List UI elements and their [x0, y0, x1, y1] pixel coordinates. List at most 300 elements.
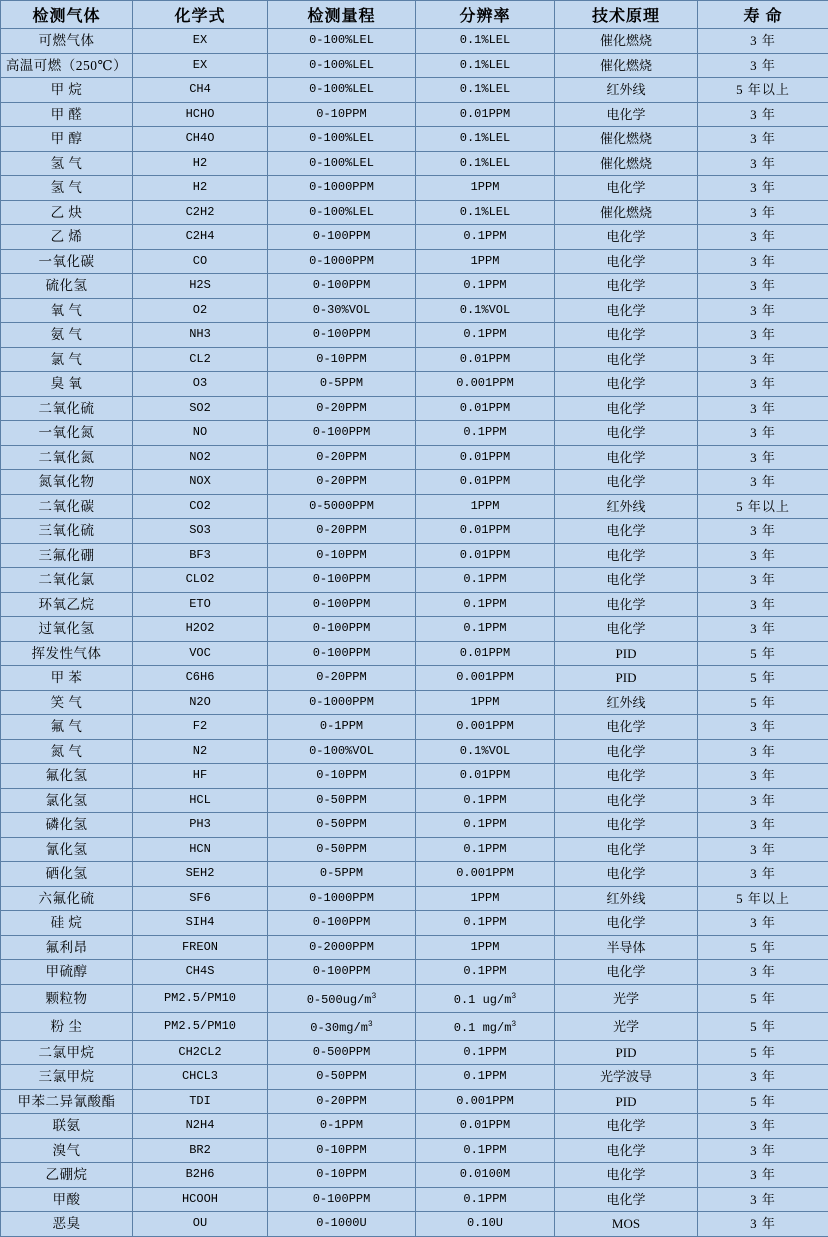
cell-detection-range: 0-50PPM	[268, 837, 416, 862]
cell-technology: 电化学	[555, 274, 698, 299]
cell-gas-name: 臭 氧	[1, 372, 133, 397]
table-row	[1, 470, 828, 495]
cell-detection-range: 0-100%LEL	[268, 127, 416, 152]
cell-gas-name: 甲 醇	[1, 127, 133, 152]
cell-lifetime: 5 年	[698, 690, 828, 715]
cell-chemical-formula: N2O	[133, 690, 268, 715]
cell-technology: 电化学	[555, 176, 698, 201]
cell-lifetime: 3 年	[698, 1114, 828, 1139]
cell-lifetime: 5 年	[698, 666, 828, 691]
cell-chemical-formula: CO2	[133, 494, 268, 519]
cell-chemical-formula: BR2	[133, 1138, 268, 1163]
cell-detection-range: 0-20PPM	[268, 470, 416, 495]
cell-lifetime: 3 年	[698, 421, 828, 446]
cell-gas-name: 恶臭	[1, 1212, 133, 1237]
cell-technology: 电化学	[555, 1138, 698, 1163]
cell-lifetime: 5 年以上	[698, 78, 828, 103]
cell-resolution: 0.001PPM	[416, 666, 555, 691]
cell-technology: 电化学	[555, 960, 698, 985]
cell-chemical-formula: CO	[133, 249, 268, 274]
cell-technology: 电化学	[555, 1114, 698, 1139]
cell-gas-name: 一氧化碳	[1, 249, 133, 274]
cell-resolution: 0.1%LEL	[416, 127, 555, 152]
cell-gas-name: 可燃气体	[1, 29, 133, 54]
cell-resolution: 0.1 $mg/m^3$	[416, 1012, 555, 1040]
cell-resolution: 0.001PPM	[416, 715, 555, 740]
table-row	[1, 1163, 828, 1188]
cell-detection-range: 0-10PPM	[268, 1163, 416, 1188]
cell-detection-range: 0-20PPM	[268, 445, 416, 470]
cell-lifetime: 3 年	[698, 323, 828, 348]
cell-lifetime: 5 年	[698, 641, 828, 666]
cell-detection-range: 0-100PPM	[268, 960, 416, 985]
cell-detection-range: 0-100PPM	[268, 274, 416, 299]
cell-technology: 电化学	[555, 225, 698, 250]
cell-technology: 催化燃烧	[555, 200, 698, 225]
cell-resolution: 0.01PPM	[416, 1114, 555, 1139]
cell-resolution: 0.001PPM	[416, 862, 555, 887]
cell-gas-name: 笑 气	[1, 690, 133, 715]
table-row	[1, 592, 828, 617]
cell-detection-range: 0-1000U	[268, 1212, 416, 1237]
cell-technology: 电化学	[555, 911, 698, 936]
cell-chemical-formula: OU	[133, 1212, 268, 1237]
cell-lifetime: 3 年	[698, 176, 828, 201]
cell-gas-name: 二氧化氯	[1, 568, 133, 593]
cell-technology: 电化学	[555, 347, 698, 372]
cell-lifetime: 3 年	[698, 372, 828, 397]
table-row	[1, 935, 828, 960]
cell-resolution: 0.1 $ug/m^3$	[416, 984, 555, 1012]
table-row	[1, 519, 828, 544]
cell-gas-name: 甲酸	[1, 1187, 133, 1212]
cell-technology: 红外线	[555, 690, 698, 715]
table-row	[1, 494, 828, 519]
cell-resolution: 1PPM	[416, 935, 555, 960]
cell-chemical-formula: EX	[133, 29, 268, 54]
table-row	[1, 764, 828, 789]
header-detection-range: 检测量程	[268, 1, 416, 29]
cell-lifetime: 3 年	[698, 543, 828, 568]
cell-technology: 电化学	[555, 764, 698, 789]
table-row	[1, 347, 828, 372]
cell-chemical-formula: H2	[133, 151, 268, 176]
cell-lifetime: 3 年	[698, 274, 828, 299]
cell-detection-range: 0-100PPM	[268, 568, 416, 593]
cell-lifetime: 5 年	[698, 935, 828, 960]
cell-lifetime: 3 年	[698, 1138, 828, 1163]
cell-gas-name: 粉 尘	[1, 1012, 133, 1040]
cell-lifetime: 3 年	[698, 225, 828, 250]
table-row	[1, 29, 828, 54]
cell-resolution: 0.01PPM	[416, 102, 555, 127]
cell-resolution: 0.1PPM	[416, 788, 555, 813]
cell-gas-name: 氢 气	[1, 176, 133, 201]
cell-chemical-formula: HF	[133, 764, 268, 789]
table-row	[1, 886, 828, 911]
cell-detection-range: $0-500ug/m^3$	[268, 984, 416, 1012]
cell-resolution: 0.1%VOL	[416, 739, 555, 764]
cell-lifetime: 3 年	[698, 347, 828, 372]
cell-detection-range: 0-20PPM	[268, 1089, 416, 1114]
cell-chemical-formula: BF3	[133, 543, 268, 568]
cell-detection-range: 0-1PPM	[268, 1114, 416, 1139]
cell-lifetime: 3 年	[698, 1212, 828, 1237]
cell-technology: 电化学	[555, 470, 698, 495]
cell-chemical-formula: PM2.5/PM10	[133, 984, 268, 1012]
cell-lifetime: 3 年	[698, 1187, 828, 1212]
cell-detection-range: 0-10PPM	[268, 543, 416, 568]
cell-lifetime: 3 年	[698, 764, 828, 789]
table-row	[1, 813, 828, 838]
cell-gas-name: 环氧乙烷	[1, 592, 133, 617]
cell-detection-range: 0-50PPM	[268, 813, 416, 838]
cell-technology: 半导体	[555, 935, 698, 960]
cell-chemical-formula: HCOOH	[133, 1187, 268, 1212]
cell-resolution: 1PPM	[416, 249, 555, 274]
cell-chemical-formula: EX	[133, 53, 268, 78]
cell-detection-range: 0-1000PPM	[268, 690, 416, 715]
table-row	[1, 1138, 828, 1163]
cell-chemical-formula: CH4O	[133, 127, 268, 152]
cell-technology: 催化燃烧	[555, 151, 698, 176]
cell-resolution: 0.1PPM	[416, 274, 555, 299]
cell-resolution: 0.1PPM	[416, 1065, 555, 1090]
cell-chemical-formula: H2S	[133, 274, 268, 299]
table-row	[1, 666, 828, 691]
cell-gas-name: 氯 气	[1, 347, 133, 372]
cell-chemical-formula: F2	[133, 715, 268, 740]
cell-chemical-formula: PM2.5/PM10	[133, 1012, 268, 1040]
cell-lifetime: 3 年	[698, 151, 828, 176]
cell-detection-range: 0-1000PPM	[268, 886, 416, 911]
cell-technology: PID	[555, 1089, 698, 1114]
table-row	[1, 298, 828, 323]
cell-chemical-formula: CL2	[133, 347, 268, 372]
cell-technology: 催化燃烧	[555, 127, 698, 152]
cell-resolution: 1PPM	[416, 886, 555, 911]
cell-resolution: 0.1%LEL	[416, 29, 555, 54]
cell-chemical-formula: SIH4	[133, 911, 268, 936]
cell-chemical-formula: CH4	[133, 78, 268, 103]
table-row	[1, 274, 828, 299]
cell-lifetime: 3 年	[698, 739, 828, 764]
cell-resolution: 0.10U	[416, 1212, 555, 1237]
table-row	[1, 372, 828, 397]
cell-gas-name: 溴气	[1, 1138, 133, 1163]
table-row	[1, 421, 828, 446]
table-row	[1, 225, 828, 250]
cell-resolution: 0.1PPM	[416, 225, 555, 250]
cell-detection-range: 0-30%VOL	[268, 298, 416, 323]
cell-gas-name: 二氯甲烷	[1, 1040, 133, 1065]
cell-resolution: 0.1PPM	[416, 911, 555, 936]
table-row	[1, 911, 828, 936]
cell-resolution: 0.1PPM	[416, 592, 555, 617]
cell-gas-name: 氧 气	[1, 298, 133, 323]
cell-resolution: 1PPM	[416, 690, 555, 715]
cell-resolution: 0.1PPM	[416, 617, 555, 642]
cell-resolution: 0.1PPM	[416, 837, 555, 862]
cell-gas-name: 氟 气	[1, 715, 133, 740]
cell-technology: 电化学	[555, 1187, 698, 1212]
table-row	[1, 788, 828, 813]
cell-resolution: 0.01PPM	[416, 470, 555, 495]
table-row	[1, 568, 828, 593]
cell-chemical-formula: HCHO	[133, 102, 268, 127]
cell-lifetime: 3 年	[698, 200, 828, 225]
cell-lifetime: 5 年	[698, 984, 828, 1012]
cell-technology: MOS	[555, 1212, 698, 1237]
table-row	[1, 323, 828, 348]
cell-chemical-formula: C2H4	[133, 225, 268, 250]
cell-technology: 电化学	[555, 102, 698, 127]
cell-detection-range: 0-5PPM	[268, 372, 416, 397]
cell-lifetime: 3 年	[698, 568, 828, 593]
cell-detection-range: 0-50PPM	[268, 1065, 416, 1090]
cell-resolution: 0.01PPM	[416, 396, 555, 421]
cell-technology: 电化学	[555, 445, 698, 470]
cell-resolution: 0.01PPM	[416, 641, 555, 666]
cell-gas-name: 氯化氢	[1, 788, 133, 813]
table-row	[1, 984, 828, 1012]
cell-resolution: 0.01PPM	[416, 764, 555, 789]
cell-detection-range: 0-100PPM	[268, 323, 416, 348]
cell-detection-range: 0-100PPM	[268, 592, 416, 617]
cell-gas-name: 甲苯二异氰酸酯	[1, 1089, 133, 1114]
cell-chemical-formula: CH4S	[133, 960, 268, 985]
cell-technology: PID	[555, 666, 698, 691]
cell-resolution: 0.1%LEL	[416, 151, 555, 176]
table-row	[1, 127, 828, 152]
cell-lifetime: 3 年	[698, 396, 828, 421]
cell-detection-range: 0-5000PPM	[268, 494, 416, 519]
table-row	[1, 715, 828, 740]
cell-detection-range: 0-100PPM	[268, 1187, 416, 1212]
cell-gas-name: 乙 烯	[1, 225, 133, 250]
cell-technology: 催化燃烧	[555, 53, 698, 78]
cell-gas-name: 二氧化硫	[1, 396, 133, 421]
cell-gas-name: 甲 烷	[1, 78, 133, 103]
cell-lifetime: 3 年	[698, 29, 828, 54]
cell-resolution: 0.1PPM	[416, 813, 555, 838]
table-row	[1, 102, 828, 127]
table-row	[1, 1040, 828, 1065]
cell-lifetime: 5 年	[698, 1012, 828, 1040]
cell-resolution: 0.1PPM	[416, 421, 555, 446]
cell-lifetime: 5 年以上	[698, 494, 828, 519]
cell-gas-name: 高温可燃（250℃）	[1, 53, 133, 78]
cell-technology: PID	[555, 641, 698, 666]
cell-detection-range: 0-100%LEL	[268, 78, 416, 103]
cell-gas-name: 硅 烷	[1, 911, 133, 936]
cell-detection-range: 0-100%LEL	[268, 53, 416, 78]
cell-gas-name: 二氧化碳	[1, 494, 133, 519]
cell-lifetime: 3 年	[698, 127, 828, 152]
cell-lifetime: 3 年	[698, 813, 828, 838]
cell-lifetime: 3 年	[698, 715, 828, 740]
cell-lifetime: 3 年	[698, 53, 828, 78]
cell-chemical-formula: HCN	[133, 837, 268, 862]
cell-chemical-formula: CLO2	[133, 568, 268, 593]
cell-gas-name: 硫化氢	[1, 274, 133, 299]
cell-gas-name: 氨 气	[1, 323, 133, 348]
cell-gas-name: 氢 气	[1, 151, 133, 176]
table-row	[1, 1212, 828, 1237]
cell-chemical-formula: SF6	[133, 886, 268, 911]
cell-detection-range: 0-10PPM	[268, 347, 416, 372]
cell-chemical-formula: H2O2	[133, 617, 268, 642]
cell-detection-range: 0-5PPM	[268, 862, 416, 887]
cell-lifetime: 3 年	[698, 592, 828, 617]
cell-resolution: 0.1%LEL	[416, 200, 555, 225]
cell-technology: 光学	[555, 984, 698, 1012]
cell-gas-name: 氰化氢	[1, 837, 133, 862]
header-gas-name: 检测气体	[1, 1, 133, 29]
cell-lifetime: 5 年以上	[698, 886, 828, 911]
table-row	[1, 641, 828, 666]
cell-detection-range: 0-100%VOL	[268, 739, 416, 764]
cell-gas-name: 硒化氢	[1, 862, 133, 887]
cell-detection-range: 0-10PPM	[268, 1138, 416, 1163]
cell-chemical-formula: CH2CL2	[133, 1040, 268, 1065]
table-row	[1, 690, 828, 715]
cell-resolution: 0.1PPM	[416, 1187, 555, 1212]
cell-chemical-formula: NH3	[133, 323, 268, 348]
cell-detection-range: 0-100PPM	[268, 911, 416, 936]
cell-lifetime: 3 年	[698, 837, 828, 862]
cell-lifetime: 3 年	[698, 470, 828, 495]
cell-detection-range: 0-1000PPM	[268, 176, 416, 201]
cell-technology: 红外线	[555, 886, 698, 911]
cell-resolution: 0.1PPM	[416, 1138, 555, 1163]
cell-detection-range: 0-50PPM	[268, 788, 416, 813]
cell-technology: 红外线	[555, 494, 698, 519]
cell-chemical-formula: O2	[133, 298, 268, 323]
cell-technology: 光学波导	[555, 1065, 698, 1090]
cell-lifetime: 3 年	[698, 102, 828, 127]
cell-technology: 红外线	[555, 78, 698, 103]
cell-chemical-formula: HCL	[133, 788, 268, 813]
table-row	[1, 1012, 828, 1040]
cell-lifetime: 3 年	[698, 911, 828, 936]
cell-detection-range: 0-100PPM	[268, 617, 416, 642]
table-row	[1, 200, 828, 225]
cell-detection-range: 0-100PPM	[268, 641, 416, 666]
cell-chemical-formula: NO	[133, 421, 268, 446]
cell-gas-name: 甲 苯	[1, 666, 133, 691]
table-row	[1, 249, 828, 274]
table-row	[1, 1114, 828, 1139]
cell-gas-name: 氮氧化物	[1, 470, 133, 495]
cell-technology: 电化学	[555, 519, 698, 544]
cell-chemical-formula: TDI	[133, 1089, 268, 1114]
cell-technology: 光学	[555, 1012, 698, 1040]
cell-resolution: 0.01PPM	[416, 519, 555, 544]
cell-technology: 电化学	[555, 1163, 698, 1188]
cell-technology: 电化学	[555, 323, 698, 348]
cell-technology: 电化学	[555, 543, 698, 568]
header-resolution: 分辨率	[416, 1, 555, 29]
cell-resolution: 0.1%LEL	[416, 78, 555, 103]
table-row	[1, 862, 828, 887]
table-row	[1, 396, 828, 421]
cell-gas-name: 六氟化硫	[1, 886, 133, 911]
cell-chemical-formula: SO2	[133, 396, 268, 421]
cell-resolution: 0.1PPM	[416, 323, 555, 348]
cell-detection-range: 0-1PPM	[268, 715, 416, 740]
cell-gas-name: 磷化氢	[1, 813, 133, 838]
cell-resolution: 0.01PPM	[416, 347, 555, 372]
cell-detection-range: 0-100PPM	[268, 421, 416, 446]
cell-detection-range: 0-1000PPM	[268, 249, 416, 274]
cell-detection-range: 0-500PPM	[268, 1040, 416, 1065]
cell-technology: 电化学	[555, 592, 698, 617]
cell-resolution: 0.1PPM	[416, 568, 555, 593]
cell-chemical-formula: NO2	[133, 445, 268, 470]
cell-chemical-formula: ETO	[133, 592, 268, 617]
table-row	[1, 176, 828, 201]
cell-resolution: 0.001PPM	[416, 1089, 555, 1114]
cell-resolution: 0.1PPM	[416, 960, 555, 985]
cell-chemical-formula: C6H6	[133, 666, 268, 691]
cell-gas-name: 三氧化硫	[1, 519, 133, 544]
cell-chemical-formula: N2H4	[133, 1114, 268, 1139]
cell-detection-range: 0-100%LEL	[268, 29, 416, 54]
cell-detection-range: 0-20PPM	[268, 666, 416, 691]
cell-gas-name: 一氧化氮	[1, 421, 133, 446]
cell-resolution: 0.01PPM	[416, 445, 555, 470]
table-row	[1, 837, 828, 862]
table-row	[1, 1089, 828, 1114]
cell-gas-name: 联氨	[1, 1114, 133, 1139]
cell-technology: 电化学	[555, 813, 698, 838]
cell-lifetime: 3 年	[698, 298, 828, 323]
table-body	[1, 29, 828, 1237]
cell-detection-range: 0-100%LEL	[268, 200, 416, 225]
table-row	[1, 617, 828, 642]
header-technology: 技术原理	[555, 1, 698, 29]
table-row	[1, 151, 828, 176]
cell-lifetime: 3 年	[698, 445, 828, 470]
cell-gas-name: 三氟化硼	[1, 543, 133, 568]
cell-detection-range: 0-100%LEL	[268, 151, 416, 176]
cell-lifetime: 5 年	[698, 1040, 828, 1065]
cell-technology: 电化学	[555, 568, 698, 593]
cell-lifetime: 3 年	[698, 617, 828, 642]
table-row	[1, 543, 828, 568]
table-row	[1, 960, 828, 985]
cell-resolution: 0.0100M	[416, 1163, 555, 1188]
cell-lifetime: 5 年	[698, 1089, 828, 1114]
cell-gas-name: 乙硼烷	[1, 1163, 133, 1188]
header-row	[1, 1, 828, 29]
cell-chemical-formula: NOX	[133, 470, 268, 495]
cell-chemical-formula: H2	[133, 176, 268, 201]
cell-resolution: 0.1%LEL	[416, 53, 555, 78]
cell-gas-name: 二氧化氮	[1, 445, 133, 470]
cell-resolution: 0.1PPM	[416, 1040, 555, 1065]
cell-lifetime: 3 年	[698, 960, 828, 985]
cell-chemical-formula: B2H6	[133, 1163, 268, 1188]
cell-chemical-formula: N2	[133, 739, 268, 764]
cell-technology: 电化学	[555, 421, 698, 446]
table-row	[1, 1065, 828, 1090]
cell-chemical-formula: CHCL3	[133, 1065, 268, 1090]
cell-detection-range: 0-2000PPM	[268, 935, 416, 960]
cell-chemical-formula: O3	[133, 372, 268, 397]
cell-technology: 电化学	[555, 862, 698, 887]
